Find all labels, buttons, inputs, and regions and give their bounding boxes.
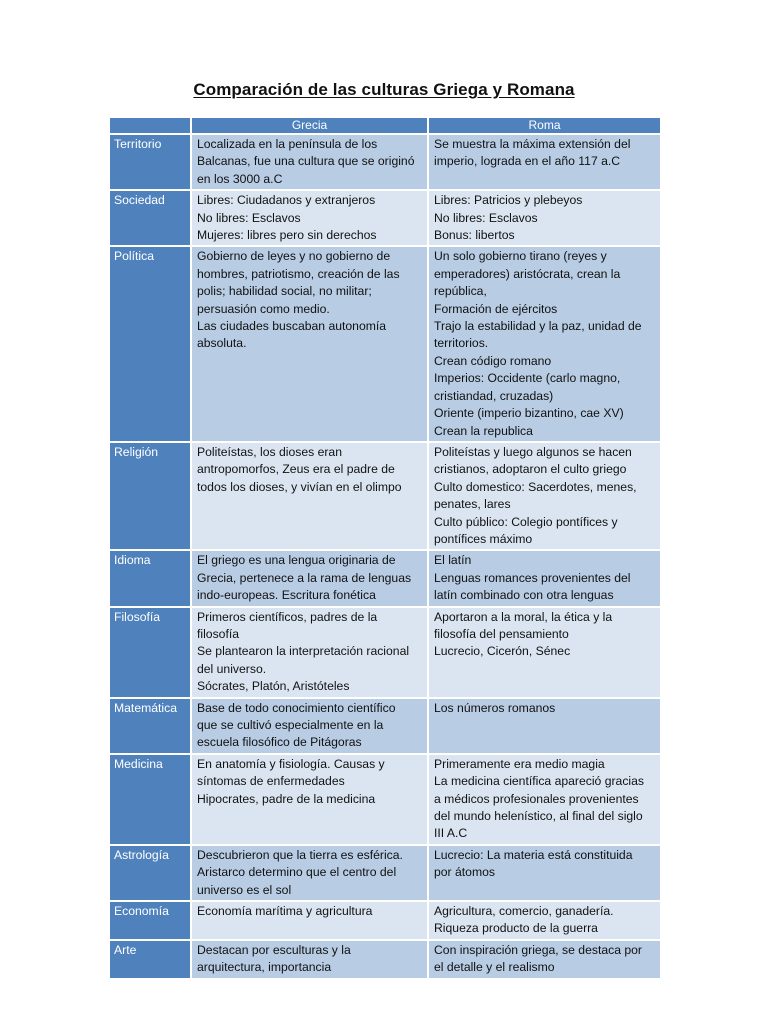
- cell-text-line: Libres: Patricios y plebeyos: [434, 193, 583, 208]
- cell-text-line: latín combinado con otra lenguas: [434, 588, 614, 603]
- cell-text-line: persuasión como medio.: [197, 301, 330, 316]
- row-label: Medicina: [110, 755, 190, 844]
- cell-rome: [429, 941, 660, 978]
- cell-text-line: emperadores) aristócrata, crean la: [434, 266, 621, 281]
- cell-text-line: todos los dioses, y vivían en el olimpo: [197, 479, 402, 494]
- cell-text-line: Agricultura, comercio, ganadería.: [434, 904, 614, 919]
- cell-text-line: Lucrecio, Cicerón, Sénec: [434, 644, 571, 659]
- cell-text-line: Balcanas, fue una cultura que se originó: [197, 154, 415, 169]
- cell-text-line: Aristarco determino que el centro del: [197, 865, 397, 880]
- header-greece: Grecia: [192, 118, 427, 133]
- cell-text-line: cristianos, adoptaron el culto griego: [434, 462, 627, 477]
- cell-text-line: Trajo la estabilidad y la paz, unidad de: [434, 319, 642, 334]
- cell-text-line: Localizada en la península de los: [197, 137, 378, 151]
- cell-rome: [429, 846, 660, 900]
- cell-text-line: Los números romanos: [434, 700, 556, 715]
- cell-text-line: cristiandad, cruzadas): [434, 388, 554, 403]
- cell-greece: [192, 135, 427, 189]
- row-label: Religión: [110, 443, 190, 549]
- cell-text-line: Primeros científicos, padres de la: [197, 609, 378, 624]
- row-label: Astrología: [110, 846, 190, 900]
- cell-text-line: La medicina científica apareció gracias: [434, 774, 645, 789]
- cell-text-line: del mundo helenístico, al final del siglo: [434, 809, 643, 824]
- cell-text-line: arquitectura, importancia: [197, 960, 332, 975]
- cell-greece: [192, 443, 427, 549]
- cell-text-line: Se muestra la máxima extensión del: [434, 137, 631, 151]
- cell-text-line: Economía marítima y agricultura: [197, 904, 373, 919]
- cell-text-line: polis; habilidad social, no militar;: [197, 284, 372, 299]
- cell-text-line: filosofía del pensamiento: [434, 626, 569, 641]
- cell-text-line: El latín: [434, 553, 472, 568]
- cell-rome: [429, 699, 660, 753]
- cell-text-line: Gobierno de leyes y no gobierno de: [197, 249, 391, 264]
- cell-text-line: absoluta.: [197, 336, 247, 351]
- cell-text-line: Formación de ejércitos: [434, 301, 558, 316]
- cell-rome: [429, 247, 660, 440]
- cell-text-line: Sócrates, Platón, Aristóteles: [197, 679, 350, 694]
- cell-text-line: No libres: Esclavos: [197, 210, 301, 225]
- cell-text-line: república,: [434, 284, 487, 299]
- cell-greece: [192, 551, 427, 605]
- cell-text-line: Bonus: libertos: [434, 228, 515, 243]
- cell-rome: [429, 608, 660, 697]
- cell-text-line: en los 3000 a.C: [197, 171, 283, 186]
- row-label: Arte: [110, 941, 190, 978]
- table-row: [110, 443, 660, 549]
- cell-text-line: síntomas de enfermedades: [197, 774, 345, 789]
- cell-text-line: que se cultivó especialmente en la: [197, 718, 384, 732]
- cell-text-line: Hipocrates, padre de la medicina: [197, 791, 376, 806]
- cell-text-line: Destacan por esculturas y la: [197, 942, 351, 957]
- cell-text-line: Grecia, pertenece a la rama de lenguas: [197, 570, 412, 585]
- table-row: [110, 755, 660, 844]
- cell-text-line: Descubrieron que la tierra es esférica.: [197, 847, 403, 862]
- cell-text-line: Mujeres: libres pero sin derechos: [197, 228, 377, 243]
- cell-text-line: hombres, patriotismo, creación de las: [197, 266, 400, 281]
- cell-greece: [192, 755, 427, 844]
- cell-text-line: Base de todo conocimiento científico: [197, 700, 396, 715]
- table-row: [110, 191, 660, 245]
- table-row: [110, 608, 660, 697]
- cell-rome: [429, 902, 660, 939]
- cell-text-line: Se plantearon la interpretación racional: [197, 644, 410, 659]
- cell-text-line: Primeramente era medio magia: [434, 756, 605, 771]
- table-row: [110, 135, 660, 189]
- cell-text-line: Crean código romano: [434, 353, 552, 368]
- table-header-row: [110, 118, 660, 133]
- cell-text-line: Lenguas romances provenientes del: [434, 570, 631, 585]
- table-row: [110, 902, 660, 939]
- cell-rome: [429, 755, 660, 844]
- cell-text-line: penates, lares: [434, 497, 511, 512]
- header-corner-cell: [110, 118, 190, 133]
- cell-text-line: Politeístas, los dioses eran: [197, 444, 342, 459]
- cell-text-line: Politeístas y luego algunos se hacen: [434, 444, 632, 459]
- cell-text-line: indo-europeas. Escritura fonética: [197, 588, 376, 603]
- cell-rome: [429, 191, 660, 245]
- cell-text-line: III A.C: [434, 826, 468, 841]
- cell-greece: [192, 608, 427, 697]
- table-row: [110, 941, 660, 978]
- row-label: Territorio: [110, 135, 190, 189]
- page-title: Comparación de las culturas Griega y Romana: [193, 80, 575, 99]
- cell-text-line: del universo.: [197, 661, 267, 676]
- cell-text-line: Aportaron a la moral, la ética y la: [434, 609, 613, 624]
- table-body: [110, 135, 660, 978]
- cell-text-line: En anatomía y fisiología. Causas y: [197, 756, 385, 771]
- cell-text-line: universo es el sol: [197, 882, 292, 897]
- cell-text-line: Crean la republica: [434, 423, 533, 438]
- row-label: Matemática: [110, 699, 190, 753]
- cell-text-line: pontífices máximo: [434, 531, 533, 546]
- cell-greece: [192, 699, 427, 753]
- cell-text-line: antropomorfos, Zeus era el padre de: [197, 462, 395, 477]
- cell-text-line: territorios.: [434, 336, 489, 351]
- cell-rome: [429, 551, 660, 605]
- cell-text-line: Culto domestico: Sacerdotes, menes,: [434, 479, 637, 494]
- cell-greece: [192, 247, 427, 440]
- row-label: Idioma: [110, 551, 190, 605]
- cell-text-line: Riqueza producto de la guerra: [434, 921, 598, 936]
- cell-text-line: filosofía: [197, 626, 240, 641]
- cell-rome: [429, 443, 660, 549]
- row-label: Filosofía: [110, 608, 190, 697]
- header-rome: Roma: [429, 118, 660, 133]
- cell-text-line: Lucrecio: La materia está constituida: [434, 847, 633, 862]
- table-row: [110, 247, 660, 440]
- cell-text-line: No libres: Esclavos: [434, 210, 538, 225]
- cell-text-line: Oriente (imperio bizantino, cae XV): [434, 406, 624, 421]
- table-row: [110, 699, 660, 753]
- cell-text-line: Culto público: Colegio pontífices y: [434, 514, 618, 529]
- cell-greece: [192, 941, 427, 978]
- cell-text-line: Las ciudades buscaban autonomía: [197, 319, 387, 334]
- cell-greece: [192, 846, 427, 900]
- cell-text-line: escuela filosófico de Pitágoras: [197, 735, 362, 750]
- cell-text-line: Libres: Ciudadanos y extranjeros: [197, 193, 376, 208]
- cell-greece: [192, 191, 427, 245]
- cell-greece: [192, 902, 427, 939]
- cell-text-line: Un solo gobierno tirano (reyes y: [434, 249, 607, 264]
- table-row: [110, 551, 660, 605]
- row-label: Sociedad: [110, 191, 190, 245]
- cell-text-line: el detalle y el realismo: [434, 960, 555, 975]
- table-row: [110, 846, 660, 900]
- cell-text-line: a médicos profesionales provenientes: [434, 791, 639, 806]
- comparison-table: [108, 116, 662, 980]
- cell-text-line: Imperios: Occidente (carlo magno,: [434, 371, 621, 386]
- cell-text-line: El griego es una lengua originaria de: [197, 553, 396, 568]
- cell-text-line: imperio, lograda en el año 117 a.C: [434, 154, 621, 169]
- cell-text-line: Con inspiración griega, se destaca por: [434, 942, 642, 957]
- cell-text-line: por átomos: [434, 865, 495, 880]
- cell-rome: [429, 135, 660, 189]
- row-label: Economía: [110, 902, 190, 939]
- row-label: Política: [110, 247, 190, 440]
